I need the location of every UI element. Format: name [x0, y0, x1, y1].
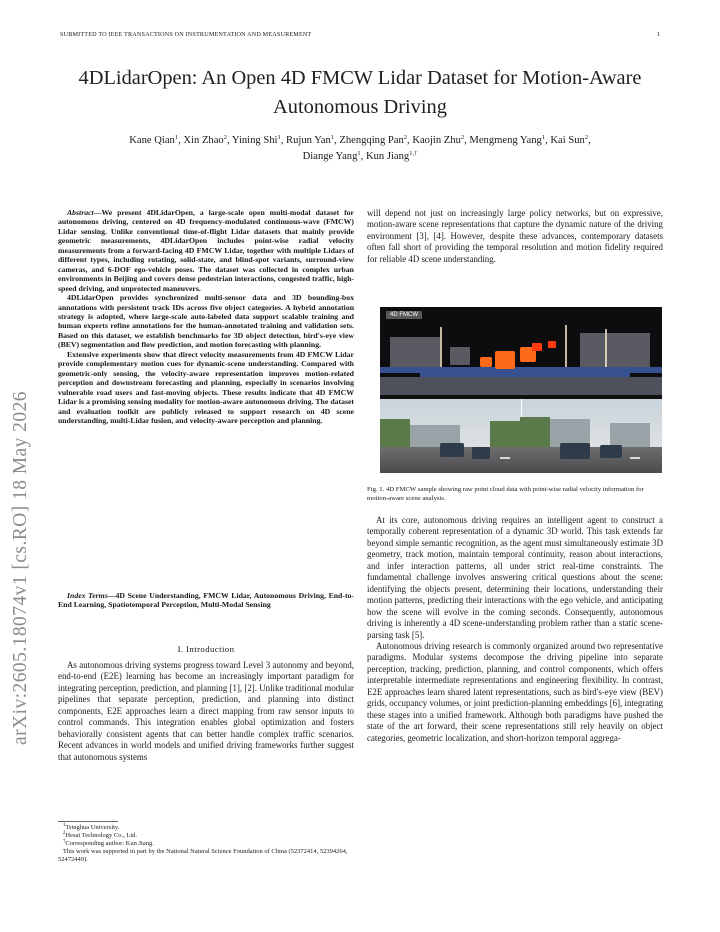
figure-tag: 4D FMCW	[386, 311, 422, 319]
author: Kai Sun$^2$	[550, 134, 589, 146]
author: Yining Shi$^1$	[231, 134, 281, 146]
author: Mengmeng Yang$^1$	[469, 134, 546, 146]
right-column-body	[367, 515, 663, 744]
author: Rujun Yan$^1$	[286, 134, 335, 146]
section-heading: I. Introduction	[177, 644, 235, 654]
footnotes	[58, 824, 354, 864]
author: Zhengqing Pan$^2$	[339, 134, 408, 146]
figure-1-image	[380, 307, 662, 473]
body-paragraph: At its core, autonomous driving requires an intelligent agent to construct a temporally coherent representation of a dynamic 3D world. This task extends far beyond simple semantic recognition, as the agent must simultaneously estimate 3D geometry, track motion, maintain temporal continuity, reason about interactions, and infer interaction patterns, all under strict real-time constraints. The fundamental challenge involves answering critical questions about the scene: identifying the objects present, determining their locations, understanding their motion patterns, predicting their interactions with the ego vehicle, and anticipating how the scene will evolve in the coming seconds. Consequently, autonomous driving is inherently a 4D scene-understanding problem rather than a static scene-parsing task [5].	[367, 515, 663, 640]
author: Diange Yang$^1$	[302, 149, 361, 162]
footnote: This work was supported in part by the National Natural Science Foundation of China (52372414, 52394264, 52472449).	[58, 848, 348, 863]
abstract-paragraph: Extensive experiments show that direct velocity measurements from 4D FMCW Lidar provide complementary motion cues for dynamic-scene understanding. Compared with geometric-only sensing, the velocity-aware representation improves motion-related perception and downstream forecasting and planning, especially in scenarios involving vulnerable road users and fast-moving objects. These results indicate that 4D FMCW Lidar is a promising sensing modality for motion-aware autonomous driving. The dataset and evaluation toolkit are publicly released to support research on 4D scene understanding, multi-Lidar fusion, and velocity-aware perception and planning.	[58, 349, 354, 425]
footnote-rule	[58, 821, 118, 822]
figure-illustration	[380, 307, 662, 473]
abstract-paragraph: 4DLidarOpen provides synchronized multi-sensor data and 3D bounding-box annotations with persistent track IDs across five object categories. A hybrid annotation strategy is adopted, where large-scale auto-labeled data support scalable training and human experts refine annotations for the human-annotated training and validation sets. Based on this dataset, we establish benchmarks for 3D object detection, bird's-eye view (BEV) segmentation and flow prediction, and motion forecasting with planning.	[58, 293, 354, 350]
abstract-paragraph: Abstract—We present 4DLidarOpen, a large-scale open multi-modal dataset for autonomous driving, centered on 4D frequency-modulated continuous-wave (FMCW) Lidar sensing. Unlike conventional time-of-flight Lidar datasets that mainly provide geometric measurements, 4DLidarOpen includes point-wise radial velocity measurements from a forward-facing 4D FMCW Lidar, together with multiple Lidars of different types, including rotating, solid-state, and blind-spot variants, surround-view cameras, and 6-DOF ego-vehicle poses. The dataset was collected in complex urban environments in Beijing and covers dense pedestrian interactions, congested traffic, high-speed driving, and unprotected maneuvers.	[58, 208, 354, 293]
author: Xin Zhao$^2$	[183, 134, 227, 146]
right-column-top: will depend not just on increasingly large policy networks, but on expressive, motion-aware scene representations that capture the dynamic nature of the driving environment [3], [4]. However, despite these advances, contemporary datasets often fall short of providing the temporal resolution and motion fidelity required for reliable 4D scene understanding.	[367, 208, 663, 264]
author-list: Kane Qian$^1$, Xin Zhao$^2$, Yining Shi$^1$, Rujun Yan$^1$, Zhengqing Pan$^2$, Kaojin Zhu$^2$, Mengmeng Yang$^1$, Kai Sun$^2$, Diange Yang$^1$, Kun Jiang$^{1,\dagger}$	[129, 134, 591, 162]
author: Kaojin Zhu$^2$	[412, 134, 465, 146]
body-paragraph: Autonomous driving research is commonly organized around two representative paradigms. Modular systems decompose the driving pipeline into separate perception, tracking, prediction, planning, and control components, which offers interpretable intermediate representations and engineering flexibility. In contrast, E2E approaches learn shared latent representations, such as bird's-eye view (BEV) grids, occupancy volumes, or joint prediction-planning embeddings [6], integrating these stages into a unified framework. Although both paradigms have pushed the state of the art forward, their scene representations still rely heavily on object categories, geometric localization, and short-horizon temporal aggrega-	[367, 640, 663, 743]
figure-caption: Fig. 1. 4D FMCW sample showing raw point cloud data with point-wise radial velocity information for motion-aware scene analysis.	[367, 486, 644, 502]
paper-title: 4DLidarOpen: An Open 4D FMCW Lidar Dataset for Motion-Aware Autonomous Driving	[78, 67, 642, 118]
running-header: SUBMITTED TO IEEE TRANSACTIONS ON INSTRUMENTATION AND MEASUREMENT	[60, 31, 312, 38]
footnote: †Corresponding author: Kun Jiang.	[62, 839, 154, 847]
footnote: $^2$Hesai Technology Co., Ltd.	[62, 831, 138, 839]
author: Kane Qian$^1$	[129, 134, 179, 146]
author: Kun Jiang$^{1,\dagger}$	[365, 149, 418, 162]
arxiv-stamp: arXiv:2605.18074v1 [cs.RO] 18 May 2026	[10, 391, 31, 745]
page-number: 1	[657, 31, 661, 38]
index-terms: Index Terms—4D Scene Understanding, FMCW Lidar, Autonomous Driving, End-to-End Learning, Spatiotemporal Perception, Multi-Modal Sensing	[58, 591, 354, 610]
intro-paragraph: As autonomous driving systems progress toward Level 3 autonomy and beyond, end-to-end (E2E) learning has become an increasingly important paradigm for integrating perception, prediction, and planning [1], [2]. Unlike traditional modular pipelines that separate perception, prediction, and planning into distinct components, E2E approaches learn a direct mapping from raw sensor inputs to control commands. This integration enables global optimization and fosters behaviorally consistent agents that can better handle complex traffic scenarios. Recent advances in world models and unified driving frameworks further suggest that autonomous systems	[58, 660, 354, 762]
footnote: $^1$Tsinghua University.	[62, 823, 120, 831]
abstract	[58, 208, 354, 425]
